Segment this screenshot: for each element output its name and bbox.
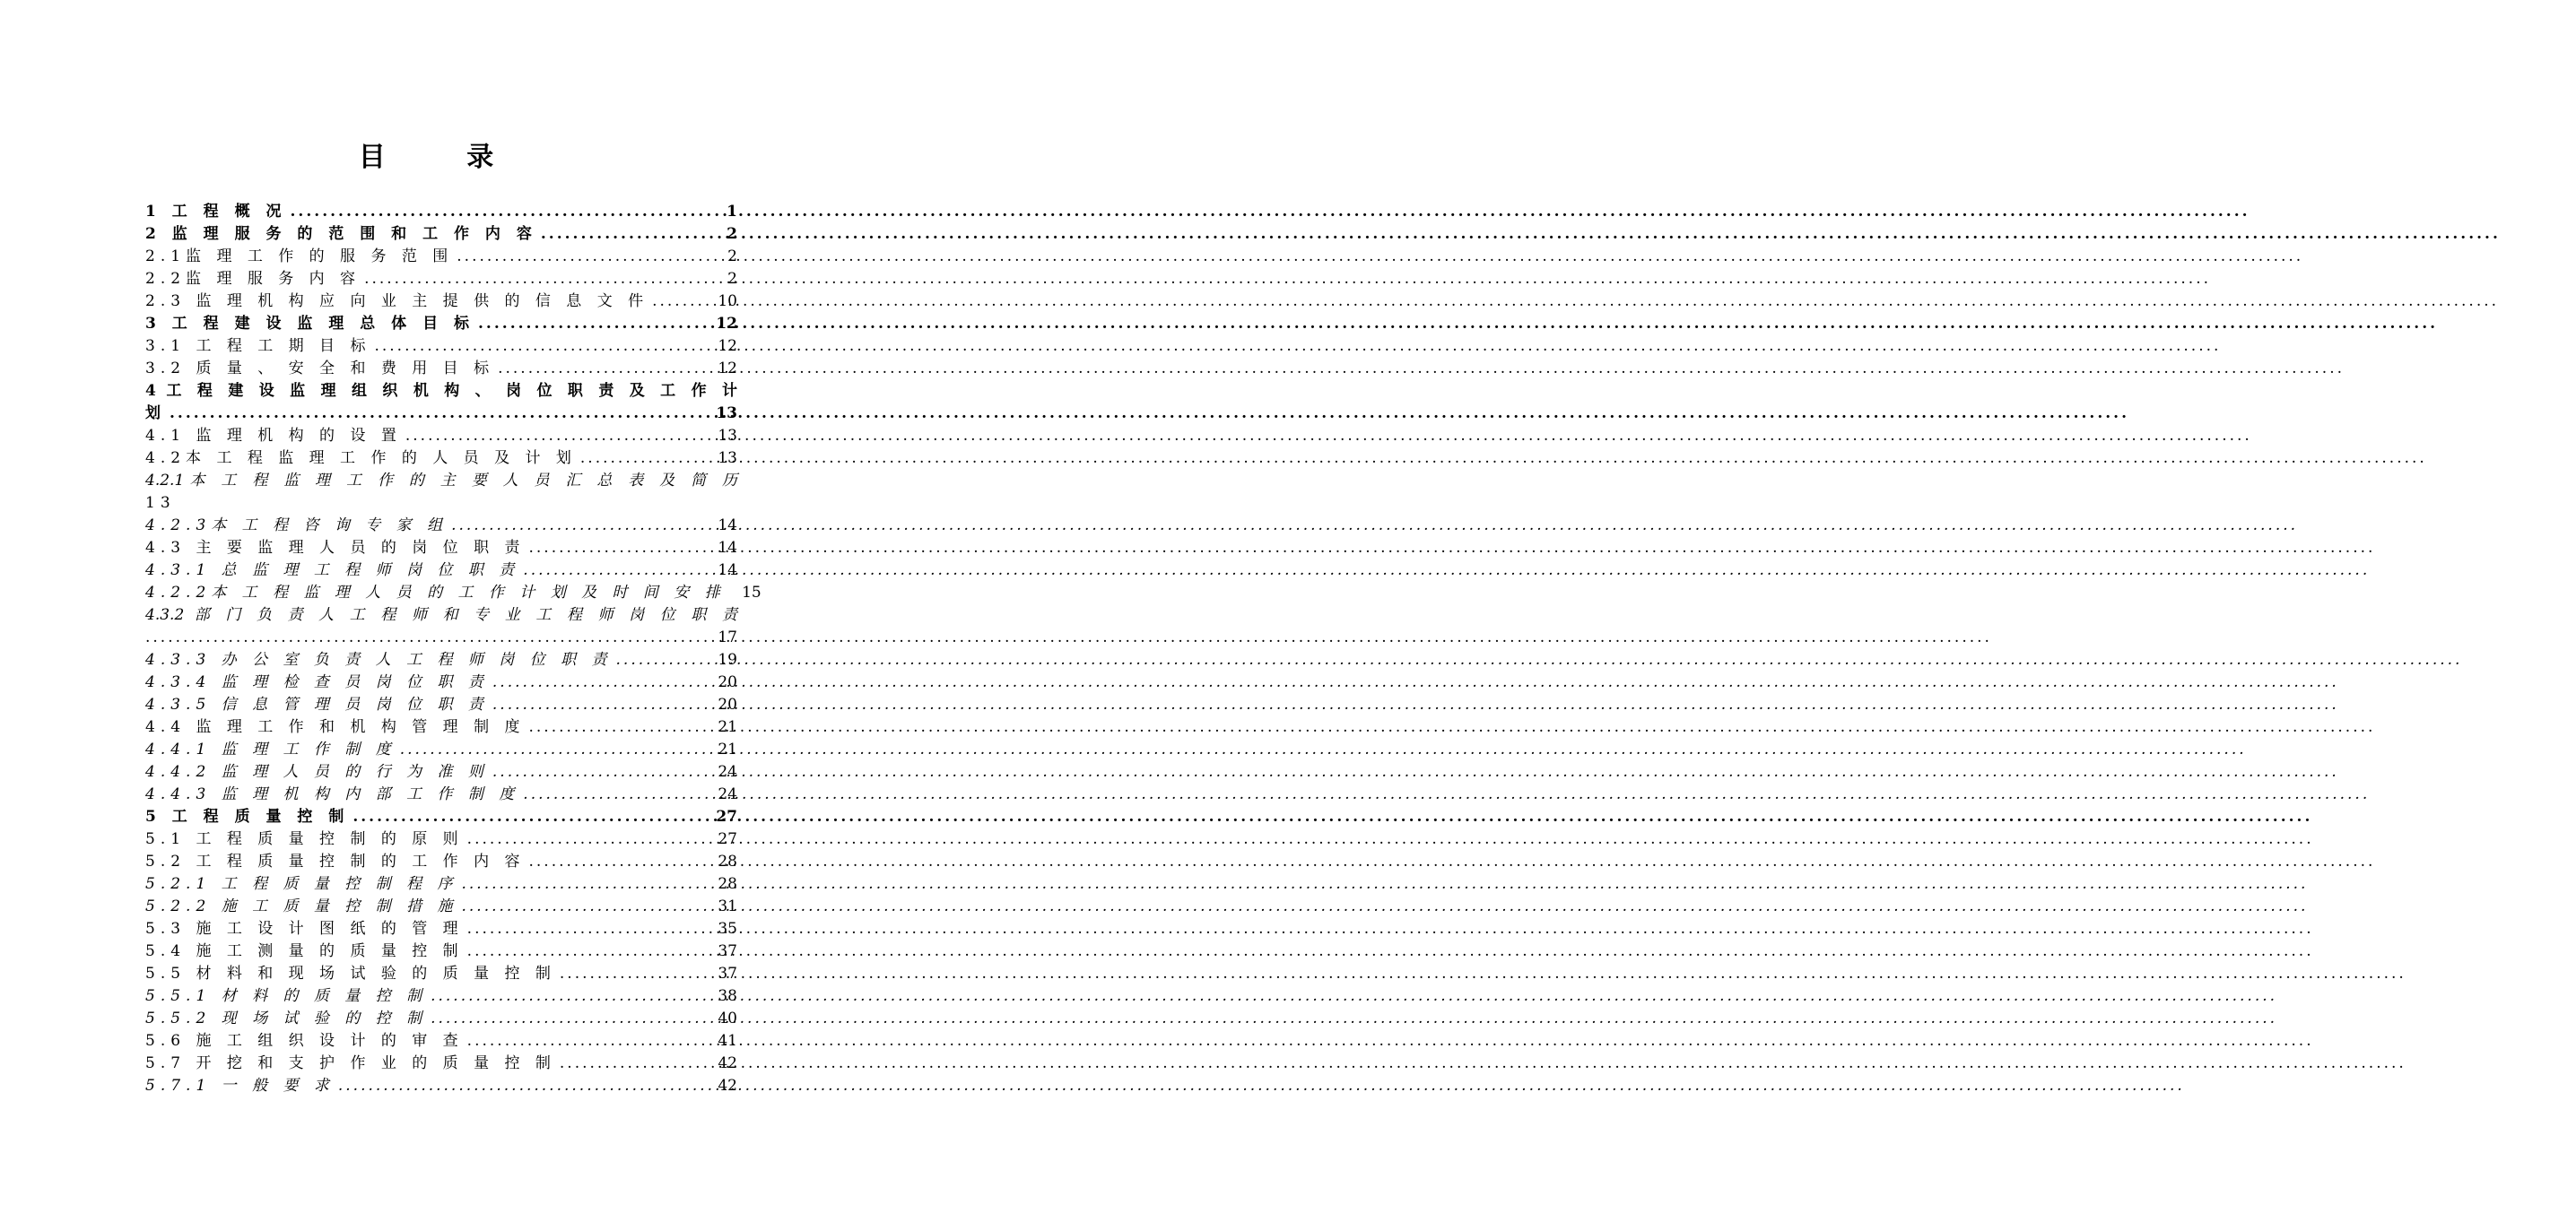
toc-entry-title: 4.4 监 理 工 作 和 机 构 管 理 制 度	[145, 718, 526, 736]
toc-entry-row	[145, 447, 737, 470]
toc-entry[interactable]	[145, 1030, 737, 1053]
toc-entry[interactable]	[145, 941, 737, 963]
toc-entry[interactable]	[145, 447, 737, 470]
toc-entry[interactable]	[145, 873, 737, 896]
toc-entry-title: 5.7.1 一 般 要 求	[145, 1077, 335, 1095]
toc-entry-row	[145, 268, 737, 290]
toc-page-number: 14	[718, 561, 737, 579]
toc-leader-dots	[458, 873, 718, 896]
toc-entry-title: 5.4 施 工 测 量 的 质 量 控 制	[145, 942, 464, 960]
toc-entry[interactable]	[145, 268, 737, 290]
toc-entry-title: 13	[145, 494, 176, 512]
toc-page-number: 21	[718, 741, 737, 759]
toc-entry[interactable]	[145, 716, 737, 739]
toc-entry[interactable]	[145, 201, 737, 223]
toc-leader-dots	[464, 828, 718, 851]
toc-page-number: 12	[718, 337, 737, 355]
toc-entry-title: 4.2.1本 工 程 监 理 工 作 的 主 要 人 员 汇 总 表 及 简 历	[145, 472, 737, 490]
toc-leader-dots	[525, 537, 718, 559]
toc-leader-dots	[489, 694, 718, 716]
toc-page-number: 37	[718, 965, 737, 983]
toc-entry-row	[145, 290, 737, 313]
toc-entry-title: 4.4.1 监 理 工 作 制 度	[145, 741, 396, 759]
toc-leader-dots	[402, 425, 718, 447]
toc-entry[interactable]	[145, 515, 737, 537]
toc-entry-row	[145, 806, 737, 828]
page-title: 目 录	[358, 142, 530, 174]
toc-page-number: 20	[718, 673, 737, 691]
toc-entry[interactable]	[145, 851, 737, 873]
toc-entry-title: 2.3 监 理 机 构 应 向 业 主 提 供 的 信 息 文 件	[145, 292, 649, 310]
toc-entry[interactable]	[145, 672, 737, 694]
toc-entry[interactable]	[145, 761, 737, 784]
toc-page-number: 2	[727, 225, 737, 243]
toc-page-number: 38	[718, 987, 737, 1005]
toc-leader-dots	[396, 739, 718, 761]
toc-entry-row	[145, 201, 737, 223]
toc-entry-title: 划	[145, 404, 166, 422]
toc-entry-row	[145, 604, 737, 627]
toc-entry-title: 4 工 程 建 设 监 理 组 织 机 构 、 岗 位 职 责 及 工 作 计	[145, 382, 737, 400]
table-of-contents	[145, 201, 761, 1097]
toc-entry-title: 5.6 施 工 组 织 设 计 的 审 查	[145, 1032, 464, 1050]
toc-entry-row	[145, 380, 737, 403]
toc-entry-row	[145, 559, 737, 582]
toc-page-number: 28	[718, 853, 737, 871]
toc-entry-row	[145, 784, 737, 806]
toc-entry-row	[145, 716, 737, 739]
toc-entry[interactable]	[145, 828, 737, 851]
toc-entry-row	[145, 313, 737, 335]
toc-entry[interactable]	[145, 784, 737, 806]
toc-leader-dots	[427, 985, 718, 1008]
toc-entry[interactable]	[145, 223, 737, 246]
toc-entry-title: 5.3 施 工 设 计 图 纸 的 管 理	[145, 920, 464, 938]
toc-entry-title: 4.3 主 要 监 理 人 员 的 岗 位 职 责	[145, 539, 526, 557]
toc-page-number: 27	[716, 808, 737, 826]
toc-entry[interactable]	[145, 537, 737, 559]
toc-entry-title: 4.3.2 部 门 负 责 人 工 程 师 和 专 业 工 程 师 岗 位 职 责	[145, 606, 737, 624]
toc-entry-title: 5.2 工 程 质 量 控 制 的 工 作 内 容	[145, 853, 526, 871]
toc-page-number: 24	[718, 763, 737, 781]
toc-leader-dots	[458, 896, 718, 918]
toc-entry[interactable]	[145, 380, 737, 403]
toc-page-number: 31	[718, 897, 737, 915]
toc-entry-row	[145, 425, 737, 447]
toc-leader-dots	[613, 649, 718, 672]
toc-leader-dots	[519, 559, 718, 582]
toc-entry-row	[145, 358, 737, 380]
toc-entry[interactable]	[145, 403, 737, 425]
toc-page-number: 37	[718, 942, 737, 960]
toc-entry[interactable]	[145, 559, 737, 582]
toc-entry[interactable]	[145, 604, 737, 627]
toc-entry-title: 4.4.2 监 理 人 员 的 行 为 准 则	[145, 763, 489, 781]
toc-entry[interactable]	[145, 492, 737, 515]
toc-page-number: 20	[718, 696, 737, 714]
toc-entry-title: 3 工 程 建 设 监 理 总 体 目 标	[145, 315, 475, 333]
toc-entry[interactable]	[145, 313, 737, 335]
toc-entry[interactable]	[145, 806, 737, 828]
toc-page-number: 14	[718, 516, 737, 534]
toc-entry[interactable]	[145, 425, 737, 447]
toc-leader-dots	[464, 918, 718, 941]
toc-entry-row	[145, 694, 737, 716]
toc-entry-row	[145, 582, 761, 604]
toc-leader-dots	[648, 290, 718, 313]
toc-entry-title: 5.7 开 挖 和 支 护 作 业 的 质 量 控 制	[145, 1054, 556, 1072]
toc-entry-title: 4.4.3 监 理 机 构 内 部 工 作 制 度	[145, 785, 520, 803]
toc-entry[interactable]	[145, 649, 737, 672]
toc-entry-row	[145, 515, 737, 537]
toc-page-number: 2	[727, 270, 737, 288]
toc-page-number: 42	[718, 1054, 737, 1072]
toc-entry-row	[145, 335, 737, 358]
toc-leader-dots	[335, 1075, 718, 1097]
toc-leader-dots	[427, 1008, 718, 1030]
toc-entry-row	[145, 470, 737, 492]
toc-entry-row	[145, 739, 737, 761]
toc-page-number: 2	[727, 247, 737, 265]
toc-page-number: 19	[718, 651, 737, 669]
toc-entry-title: 4.1 监 理 机 构 的 设 置	[145, 427, 402, 445]
toc-entry-row	[145, 627, 737, 649]
toc-leader-dots	[349, 806, 716, 828]
toc-leader-dots	[464, 941, 718, 963]
toc-entry-title: 5.2.1 工 程 质 量 控 制 程 序	[145, 875, 458, 893]
toc-entry-row	[145, 828, 737, 851]
toc-page-number: 12	[718, 360, 737, 377]
toc-entry-row	[145, 1053, 737, 1075]
toc-entry-title: 5.5.1 材 料 的 质 量 控 制	[145, 987, 428, 1005]
toc-entry[interactable]	[145, 290, 737, 313]
toc-leader-dots	[287, 201, 718, 223]
toc-leader-dots	[453, 246, 718, 268]
toc-leader-dots	[525, 851, 718, 873]
toc-page-number: 15	[742, 584, 761, 602]
toc-leader-dots	[145, 627, 718, 649]
toc-leader-dots	[370, 335, 718, 358]
toc-leader-dots	[489, 672, 718, 694]
toc-entry-title: 5 工 程 质 量 控 制	[145, 808, 350, 826]
toc-entry-title: 4.2本 工 程 监 理 工 作 的 人 员 及 计 划	[145, 449, 577, 467]
toc-page-number: 40	[718, 1010, 737, 1027]
toc-entry-row	[145, 1030, 737, 1053]
toc-page-number: 42	[718, 1077, 737, 1095]
toc-leader-dots	[519, 784, 718, 806]
toc-entry-title: 4.3.5 信 息 管 理 员 岗 位 职 责	[145, 696, 489, 714]
toc-entry-row	[145, 492, 737, 515]
toc-leader-dots	[166, 403, 716, 425]
toc-entry-row	[145, 918, 737, 941]
toc-page-number: 14	[718, 539, 737, 557]
toc-entry[interactable]	[145, 582, 761, 604]
toc-leader-dots	[556, 1053, 718, 1075]
toc-entry[interactable]	[145, 358, 737, 380]
toc-entry[interactable]	[145, 963, 737, 985]
toc-entry[interactable]	[145, 896, 737, 918]
toc-leader-dots	[361, 268, 718, 290]
toc-entry[interactable]	[145, 335, 737, 358]
toc-entry-row	[145, 896, 737, 918]
toc-leader-dots	[556, 963, 718, 985]
toc-entry-row	[145, 963, 737, 985]
toc-page-number: 41	[718, 1032, 737, 1050]
toc-entry-title: 4.3.3 办 公 室 负 责 人 工 程 师 岗 位 职 责	[145, 651, 613, 669]
toc-entry[interactable]	[145, 739, 737, 761]
toc-leader-dots	[448, 515, 718, 537]
toc-page-number: 13	[718, 427, 737, 445]
toc-entry-title: 2.2监 理 服 务 内 容	[145, 270, 361, 288]
toc-entry[interactable]	[145, 1053, 737, 1075]
toc-page-number: 1	[727, 203, 737, 221]
toc-entry-title: 4.2.2本 工 程 监 理 人 员 的 工 作 计 划 及 时 间 安 排	[145, 584, 726, 602]
toc-entry[interactable]	[145, 246, 737, 268]
toc-page-number: 24	[718, 785, 737, 803]
toc-entry-row	[145, 873, 737, 896]
toc-entry-title: 5.5 材 料 和 现 场 试 验 的 质 量 控 制	[145, 965, 556, 983]
toc-entry-title: 4.3.4 监 理 检 查 员 岗 位 职 责	[145, 673, 489, 691]
toc-page-number: 35	[718, 920, 737, 938]
toc-leader-dots	[537, 223, 718, 246]
toc-entry[interactable]	[145, 470, 737, 492]
toc-entry-row	[145, 649, 737, 672]
toc-entry-title: 2 监 理 服 务 的 范 围 和 工 作 内 容	[145, 225, 537, 243]
toc-entry-row	[145, 941, 737, 963]
toc-entry[interactable]	[145, 1075, 737, 1097]
toc-page-number: 17	[718, 629, 737, 646]
toc-leader-dots	[474, 313, 716, 335]
toc-leader-dots	[525, 716, 718, 739]
toc-page-number: 13	[718, 449, 737, 467]
toc-page-number: 12	[716, 315, 737, 333]
toc-entry-row	[145, 223, 737, 246]
toc-page-number: 13	[716, 404, 737, 422]
toc-leader-dots	[494, 358, 718, 380]
toc-entry-row	[145, 246, 737, 268]
toc-entry-row	[145, 403, 737, 425]
toc-page-number: 28	[718, 875, 737, 893]
toc-entry-row	[145, 672, 737, 694]
toc-entry-title: 4.2.3本 工 程 咨 询 专 家 组	[145, 516, 448, 534]
toc-leader-dots	[577, 447, 718, 470]
toc-entry-row	[145, 761, 737, 784]
toc-entry-title: 4.3.1 总 监 理 工 程 师 岗 位 职 责	[145, 561, 520, 579]
toc-entry[interactable]	[145, 985, 737, 1008]
toc-entry-title: 5.5.2 现 场 试 验 的 控 制	[145, 1010, 428, 1027]
toc-entry-row	[145, 1008, 737, 1030]
toc-entry[interactable]	[145, 694, 737, 716]
toc-entry-row	[145, 851, 737, 873]
toc-entry-title: 1 工 程 概 况	[145, 203, 287, 221]
toc-page-number: 10	[718, 292, 737, 310]
toc-entry-row	[145, 1075, 737, 1097]
toc-entry-title: 5.2.2 施 工 质 量 控 制 措 施	[145, 897, 458, 915]
toc-entry-row	[145, 537, 737, 559]
toc-entry[interactable]	[145, 1008, 737, 1030]
toc-entry[interactable]	[145, 627, 737, 649]
toc-entry-title: 2.1监 理 工 作 的 服 务 范 围	[145, 247, 454, 265]
toc-page-number: 21	[718, 718, 737, 736]
toc-entry[interactable]	[145, 918, 737, 941]
toc-leader-dots	[489, 761, 718, 784]
toc-entry-row	[145, 985, 737, 1008]
toc-entry-title: 3.1 工 程 工 期 目 标	[145, 337, 371, 355]
toc-entry-title: 5.1 工 程 质 量 控 制 的 原 则	[145, 830, 464, 848]
toc-entry-title: 3.2 质 量 、 安 全 和 费 用 目 标	[145, 360, 495, 377]
toc-page-number: 27	[718, 830, 737, 848]
toc-leader-dots	[464, 1030, 718, 1053]
